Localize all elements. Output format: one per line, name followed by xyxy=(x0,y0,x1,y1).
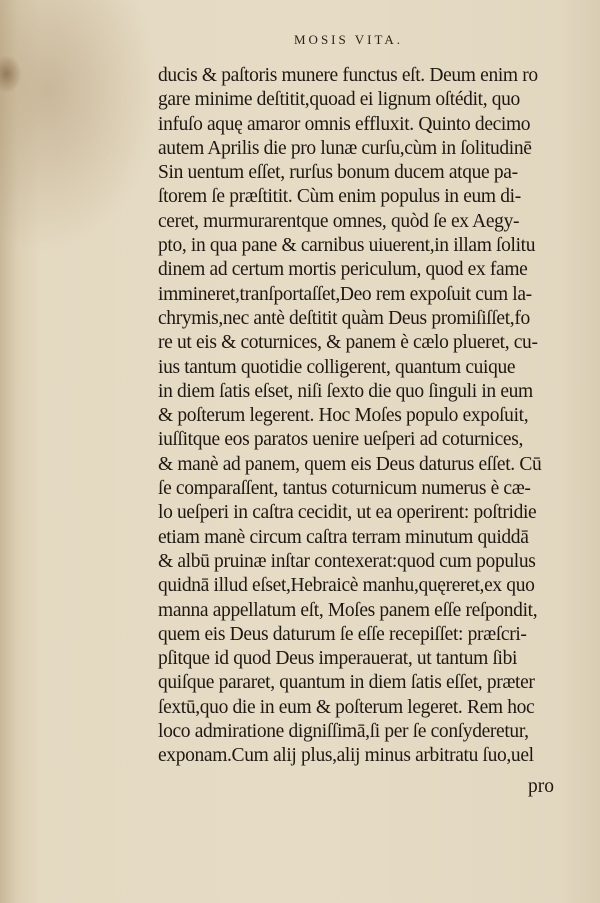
text-line: ius tantum quotidie colligerent, quantum cuique xyxy=(158,356,516,378)
text-line: quidnā illud eſset,Hebraicè manhu,quęreret,ex quo xyxy=(158,575,535,597)
running-head: MOSIS VITA. xyxy=(294,32,404,47)
text-line: chrymis,nec antè deſtitit quàm Deus promiſiſſet,fo xyxy=(158,307,530,329)
text-line: ceret, murmurarentque omnes, quòd ſe ex Aegy- xyxy=(158,210,520,232)
text-line: ducis & paſtoris munere functus eſt. Deum enim ro xyxy=(158,65,538,86)
text-line: immineret,tranſportaſſet,Deo rem expoſuit cum la- xyxy=(158,283,532,305)
text-line: infuſo aquę amaror omnis effluxit. Quinto decimo xyxy=(158,113,531,135)
text-line: pſitque id quod Deus imperauerat, ut tantum ſibi xyxy=(158,648,518,670)
text-line: & manè ad panem, quem eis Deus daturus eſſet. Cū xyxy=(158,453,542,475)
text-line: Sin uentum eſſet, rurſus bonum ducem atque pa- xyxy=(158,162,518,184)
text-line: loco admiratione digniſſimā,ſi per ſe conſyderetur, xyxy=(158,721,529,743)
body-text xyxy=(158,64,568,769)
catchword: pro xyxy=(528,776,554,797)
binding-stain xyxy=(0,55,22,93)
text-line: re ut eis & coturnices, & panem è cælo plueret, cu- xyxy=(158,332,538,354)
text-line: pto, in qua pane & carnibus uiuerent,in illam ſolitu xyxy=(158,235,536,257)
text-line: lo ueſperi in caſtra cecidit, ut ea operirent: poſtridie xyxy=(158,502,537,524)
text-line: exponam.Cum alij plus,alij minus arbitratu ſuo,uel xyxy=(158,745,534,767)
text-line: dinem ad certum mortis periculum, quod ex fame xyxy=(158,259,528,281)
text-line: ſe comparaſſent, tantus coturnicum numerus è cæ- xyxy=(158,478,531,500)
text-line: ſextū,quo die in eum & poſterum legeret. Rem hoc xyxy=(158,696,535,718)
text-line: iuſſitque eos paratos uenire ueſperi ad coturnices, xyxy=(158,429,523,451)
text-line: etiam manè circum caſtra terram minutum quiddā xyxy=(158,526,529,548)
text-line: ſtorem ſe præſtitit. Cùm enim populus in eum di- xyxy=(158,186,521,208)
text-line: in diem ſatis eſset, niſi ſexto die quo ſinguli in eum xyxy=(158,380,533,402)
text-line: quiſque pararet, quantum in diem ſatis eſſet, præter xyxy=(158,672,535,694)
text-line: manna appellatum eſt, Moſes panem eſſe reſpondit, xyxy=(158,599,538,621)
text-line: & poſterum legerent. Hoc Moſes populo expoſuit, xyxy=(158,405,529,427)
text-line: autem Aprilis die pro lunæ curſu,cùm in ſolitudinē xyxy=(158,137,532,159)
text-line: gare minime deſtitit,quoad ei lignum oſtédit, quo xyxy=(158,89,520,111)
text-line: quem eis Deus daturum ſe eſſe recepiſſet: præſcri- xyxy=(158,623,527,645)
text-line: & albū pruinæ inſtar contexerat:quod cum populus xyxy=(158,550,536,572)
